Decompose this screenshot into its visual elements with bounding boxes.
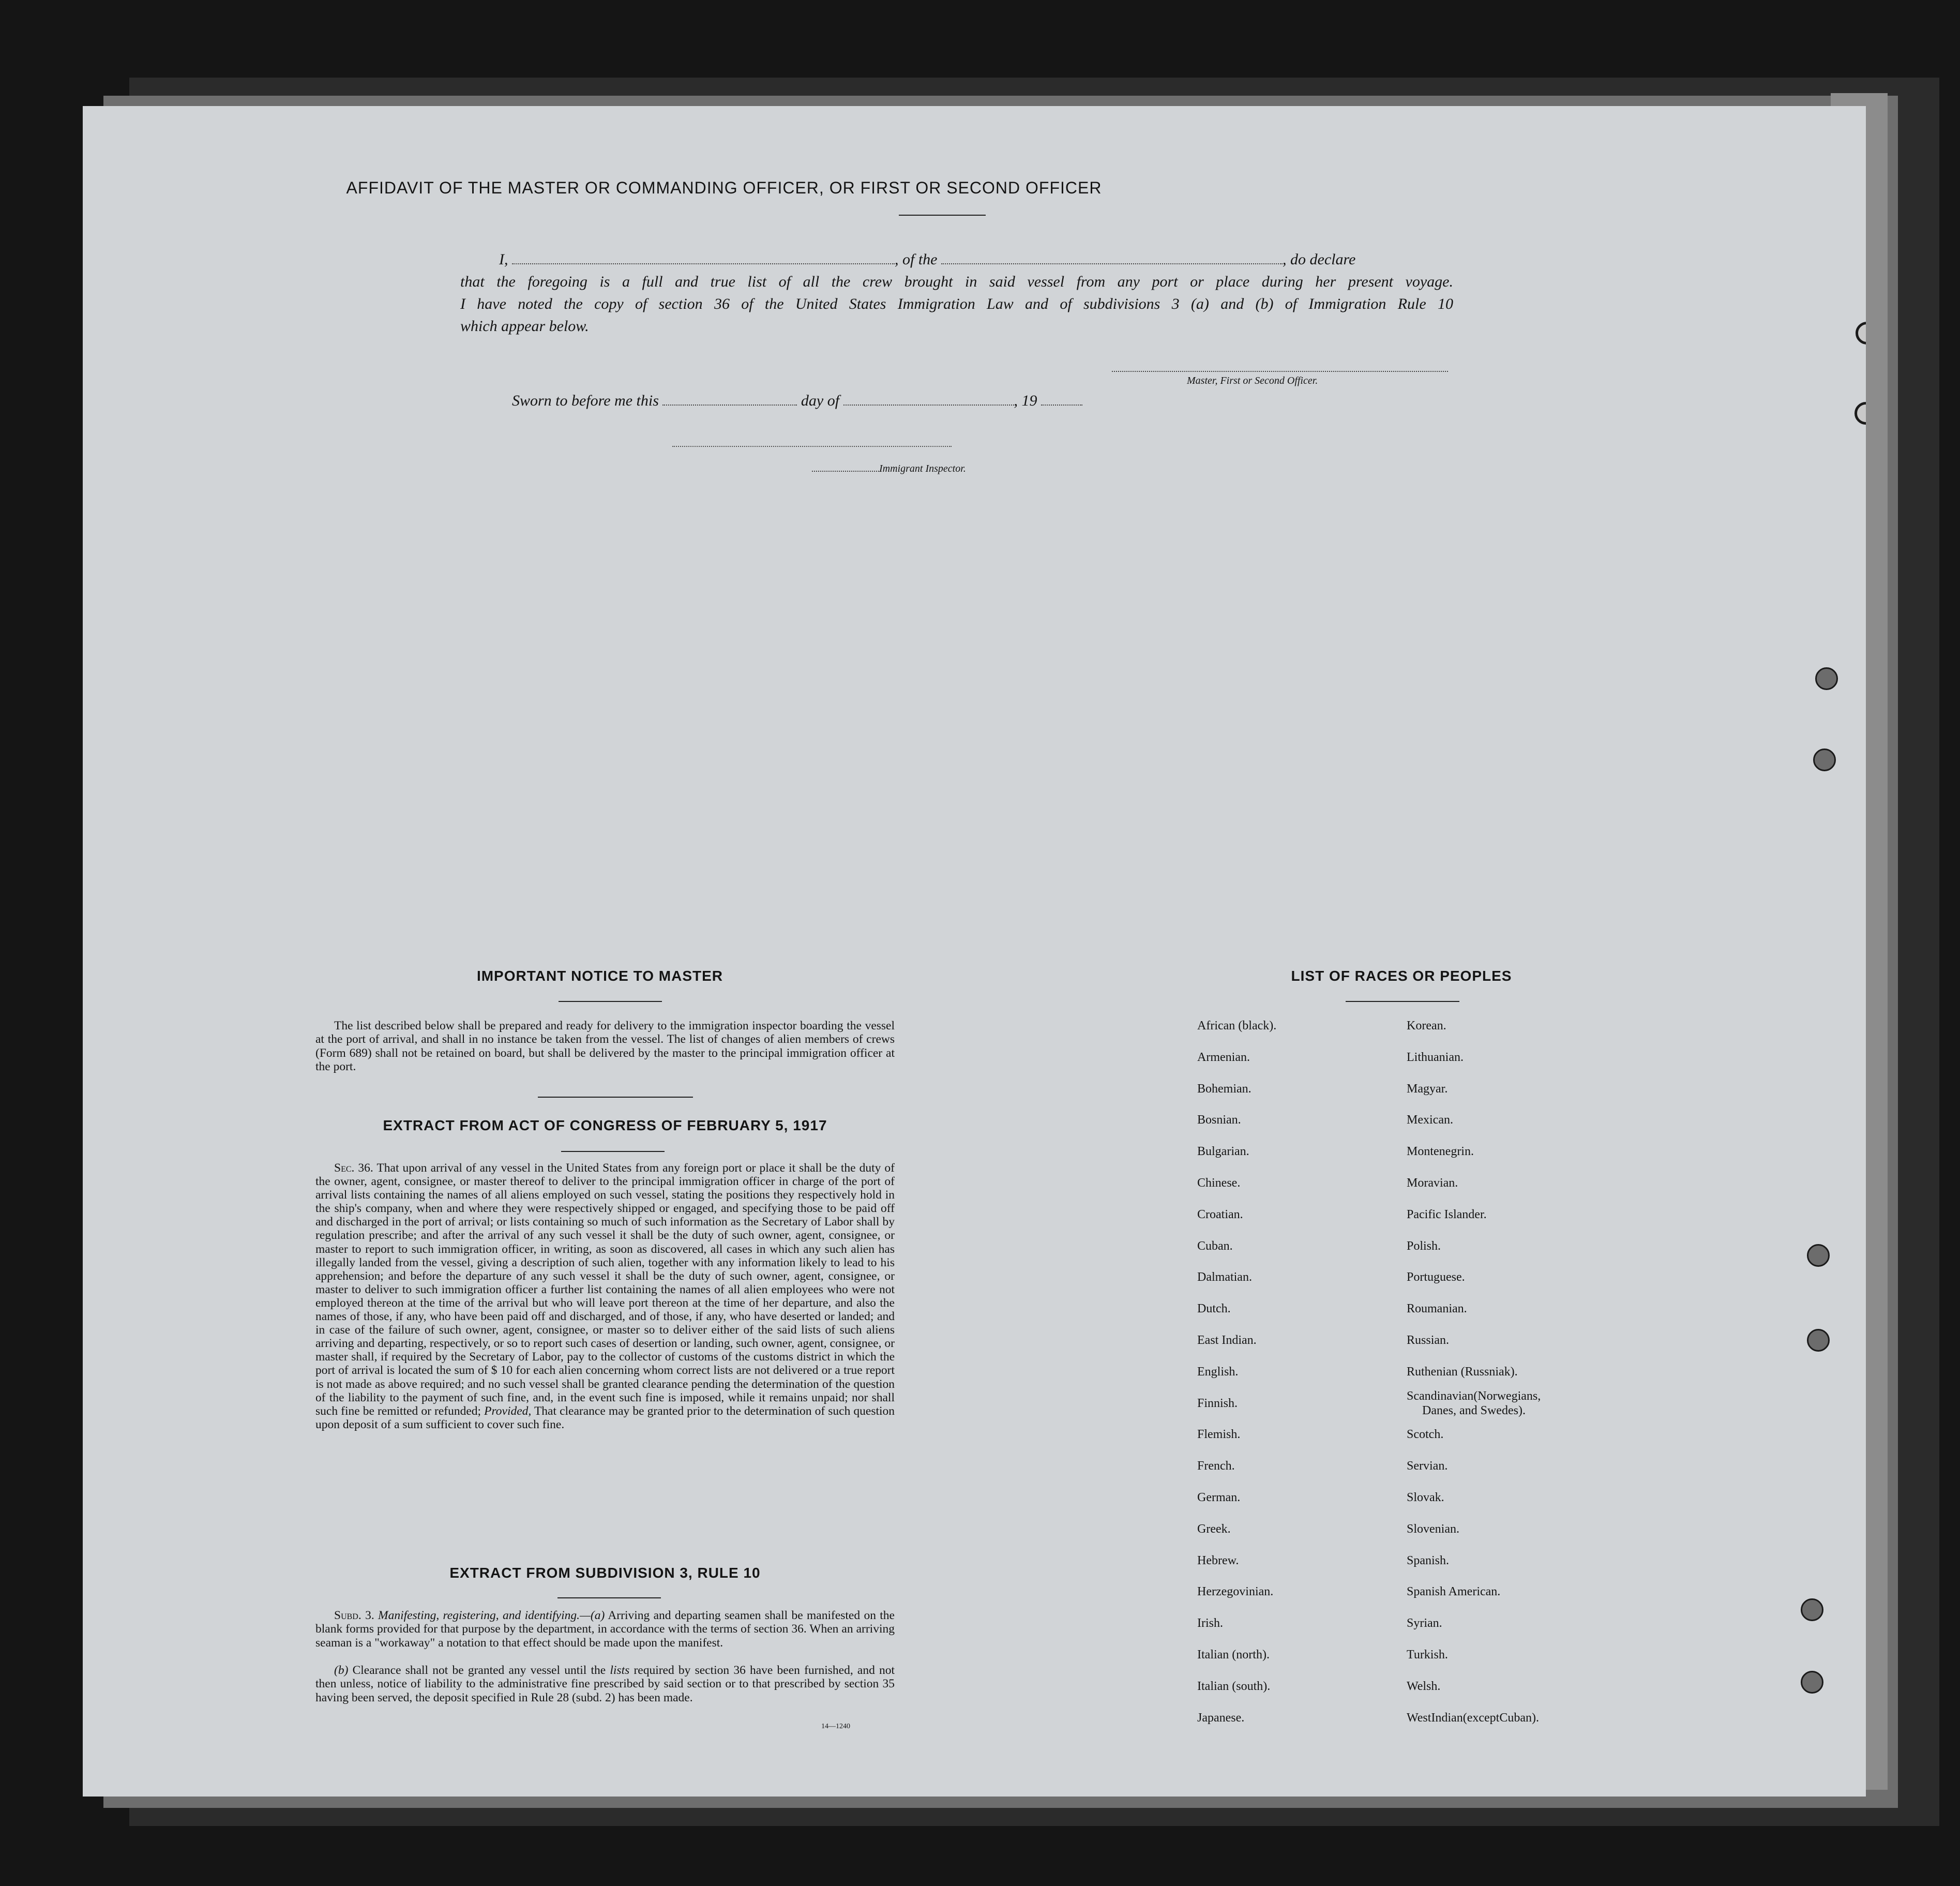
race-item: Mexican. [1407, 1113, 1453, 1127]
race-item: English. [1197, 1365, 1239, 1379]
rule10-b-label: (b) [334, 1664, 349, 1677]
race-item-continuation: Danes, and Swedes). [1422, 1403, 1526, 1417]
notice-text: The list described below shall be prepared and ready for delivery to the immigration inspector boarding the vessel at the port of arrival, and shall in no instance be taken from the vessel. The list of changes of alien members of crews (Form 689) shall not be retained on board, but shall be delivered by the master to the principal immigration officer at the port. [315, 1019, 895, 1074]
affidavit-line1-start: I, [499, 251, 508, 268]
race-item: Slovenian. [1407, 1522, 1459, 1536]
sworn-day-blank[interactable] [662, 404, 797, 406]
binder-hole-icon [1856, 322, 1866, 345]
race-item: Italian (south). [1197, 1679, 1271, 1693]
races-underline [1346, 1001, 1459, 1002]
binder-hole-icon [1807, 1329, 1830, 1352]
race-item: Korean. [1407, 1019, 1446, 1032]
act-underline [561, 1151, 665, 1152]
race-item: Moravian. [1407, 1176, 1458, 1190]
race-item: Scandinavian(Norwegians, [1407, 1389, 1541, 1403]
race-item: Dutch. [1197, 1302, 1231, 1316]
race-item: Portuguese. [1407, 1270, 1465, 1284]
race-item: Russian. [1407, 1334, 1450, 1347]
race-item: East Indian. [1197, 1334, 1257, 1347]
race-item: Montenegrin. [1407, 1145, 1474, 1159]
races-title: LIST OF RACES OR PEOPLES [1291, 968, 1512, 984]
name-blank-field[interactable] [512, 263, 895, 264]
officer-caption: Master, First or Second Officer. [1187, 375, 1318, 386]
race-item: Greek. [1197, 1522, 1231, 1536]
race-item: Turkish. [1407, 1648, 1448, 1662]
title-underline [899, 215, 986, 216]
race-item: Cuban. [1197, 1239, 1233, 1253]
race-item: Servian. [1407, 1459, 1448, 1473]
race-item: Hebrew. [1197, 1553, 1239, 1567]
race-item: Polish. [1407, 1239, 1441, 1253]
race-item: Pacific Islander. [1407, 1207, 1487, 1221]
form-number: 14—1240 [821, 1723, 850, 1730]
rule10-text-a [315, 1609, 895, 1650]
race-item: Dalmatian. [1197, 1270, 1252, 1284]
inspector-blank [812, 470, 879, 472]
act-provided-text: That clearance may be granted prior to the determination of such question upon deposit of a sum sufficient to cover such fine. [315, 1404, 895, 1431]
vessel-blank-field[interactable] [941, 263, 1283, 264]
affidavit-line-1 [499, 248, 1453, 271]
notice-underline [559, 1001, 662, 1002]
race-item: Japanese. [1197, 1711, 1245, 1725]
affidavit-line1-end: , do declare [1283, 251, 1356, 268]
affidavit-title: AFFIDAVIT OF THE MASTER OR COMMANDING OFFICER, OR FIRST OR SECOND OFFICER [346, 178, 1102, 197]
binder-hole-icon [1801, 1598, 1823, 1621]
race-item: Syrian. [1407, 1616, 1442, 1630]
race-item: Armenian. [1197, 1050, 1250, 1064]
affidavit-line-4: which appear below. [460, 318, 589, 335]
race-item: Bulgarian. [1197, 1145, 1249, 1159]
sworn-line [512, 390, 1184, 412]
race-item: Bohemian. [1197, 1082, 1252, 1096]
act-section-label: Sec. 36. [334, 1161, 373, 1175]
document-page [83, 106, 1866, 1797]
race-item: Lithuanian. [1407, 1050, 1464, 1064]
binder-hole-icon [1813, 749, 1836, 771]
affidavit-line-2: that the foregoing is a full and true list of all the crew brought in said vessel from any port or place during her present voyage. [460, 273, 1453, 290]
race-item: Magyar. [1407, 1082, 1448, 1096]
sworn-month-blank[interactable] [843, 404, 1014, 406]
rule10-subd-text: Arriving and departing seamen shall be manifested on the blank forms provided for that purpose by the department, in accordance with the terms of section 36. When an arriving seaman is a "workaway" a notation to that effect should be made upon the manifest. [315, 1609, 895, 1650]
race-item: Herzegovinian. [1197, 1585, 1274, 1599]
race-item: Finnish. [1197, 1396, 1238, 1410]
race-item: German. [1197, 1491, 1241, 1504]
race-item: Chinese. [1197, 1176, 1241, 1190]
affidavit-line1-mid: , of the [895, 251, 938, 268]
binder-hole-icon [1855, 402, 1866, 425]
act-provided-label: Provided, [484, 1404, 532, 1418]
rule10-subd-label: Subd. 3. [334, 1609, 374, 1622]
race-item: Spanish American. [1407, 1585, 1501, 1599]
race-item: Roumanian. [1407, 1302, 1467, 1316]
officer-signature-line[interactable] [1112, 371, 1448, 372]
notice-title: IMPORTANT NOTICE TO MASTER [476, 968, 723, 984]
race-item: French. [1197, 1459, 1235, 1473]
races-list [1197, 1019, 1663, 1743]
race-item: WestIndian(exceptCuban). [1407, 1711, 1539, 1725]
race-item: Irish. [1197, 1616, 1223, 1630]
inspector-signature-line[interactable] [672, 446, 952, 447]
binder-hole-icon [1815, 667, 1838, 690]
race-item: Bosnian. [1197, 1113, 1241, 1127]
rule10-b-text-2: required by section 36 have been furnished, and not then unless, notice of liability to the administrative fine prescribed by said section or to that prescribed by section 35 having been served, the deposit specified in Rule 28 (subd. 2) has been made. [315, 1664, 895, 1704]
inspector-caption [812, 463, 966, 475]
binder-hole-icon [1807, 1244, 1830, 1267]
race-item: Spanish. [1407, 1553, 1450, 1567]
race-item: Ruthenian (Russniak). [1407, 1365, 1518, 1379]
sworn-start: Sworn to before me this [512, 392, 659, 409]
race-item: Italian (north). [1197, 1648, 1270, 1662]
sworn-year-blank[interactable] [1041, 404, 1082, 406]
race-item: Croatian. [1197, 1207, 1243, 1221]
inspector-caption-text: Immigrant Inspector. [879, 463, 966, 474]
act-body: That upon arrival of any vessel in the United States from any foreign port or place it shall be the duty of the owner, agent, consignee, or master thereof to deliver to the principal immigration officer in charge of the port of arrival lists containing the names of all aliens employed on such vessel, stating the positions they respectively hold in the ship's company, when and where they were respectively shipped or engaged, and specifying those to be paid off and discharged in the port of arrival; or lists containing so much of such information as the Secretary of Labor shall by regulation prescribe; and after the arrival of any such vessel it shall be the duty of such owner, agent, consignee, or master to report to such immigration officer, in writing, as soon as discovered, all cases in which any such alien has illegally landed from the vessel, giving a description of such alien, together with any information likely to lead to his apprehension; and before the departure of any such vessel it shall be the duty of such owner, agent, consignee, or master to deliver to such immigration officer a further list containing the names of all alien employees who were not employed thereon at the time of the arrival but who will leave port thereon at the time of her departure, and also the names of those, if any, who have been paid off and discharged, and of those, if any, who have deserted or landed; and in case of the failure of such owner, agent, consignee, or master so to deliver either of the said lists of such aliens arriving and departing, respectively, or so to report such cases of desertion or landing, such owner, agent, consignee, or master shall, if required by the Secretary of Labor, pay to the collector of customs of the customs district in which the port of arrival is located the sum of $ 10 for each alien concerning whom correct lists are not delivered or a true report is not made as above required; and no such vessel shall be granted clearance pending the determination of the question of the liability to the payment of such fine, and, in the event such fine is imposed, while it remains unpaid; nor shall such fine be remitted or refunded; [315, 1161, 895, 1418]
race-item: Welsh. [1407, 1679, 1441, 1693]
rule10-text-b [315, 1664, 895, 1704]
rule10-b-text-1: Clearance shall not be granted any vessel until the [352, 1664, 606, 1677]
sworn-year-label: , 19 [1014, 392, 1037, 409]
binder-hole-icon [1801, 1671, 1823, 1694]
act-title: EXTRACT FROM ACT OF CONGRESS OF FEBRUARY 5, 1917 [383, 1117, 827, 1133]
rule10-b-lists: lists [610, 1664, 630, 1677]
sworn-day-label: day of [801, 392, 840, 409]
rule10-subd-heading: Manifesting, registering, and identifying.—(a) [378, 1609, 605, 1622]
race-item: Flemish. [1197, 1428, 1241, 1442]
affidavit-line-3: I have noted the copy of section 36 of the United States Immigration Law and of subdivisions 3 (a) and (b) of Immigration Rule 10 [460, 295, 1453, 312]
race-item: African (black). [1197, 1019, 1277, 1032]
act-text [315, 1161, 895, 1431]
race-item: Slovak. [1407, 1491, 1444, 1504]
rule10-underline [557, 1597, 661, 1598]
notice-separator [538, 1097, 693, 1098]
race-item: Scotch. [1407, 1428, 1444, 1442]
rule10-title: EXTRACT FROM SUBDIVISION 3, RULE 10 [449, 1565, 761, 1581]
